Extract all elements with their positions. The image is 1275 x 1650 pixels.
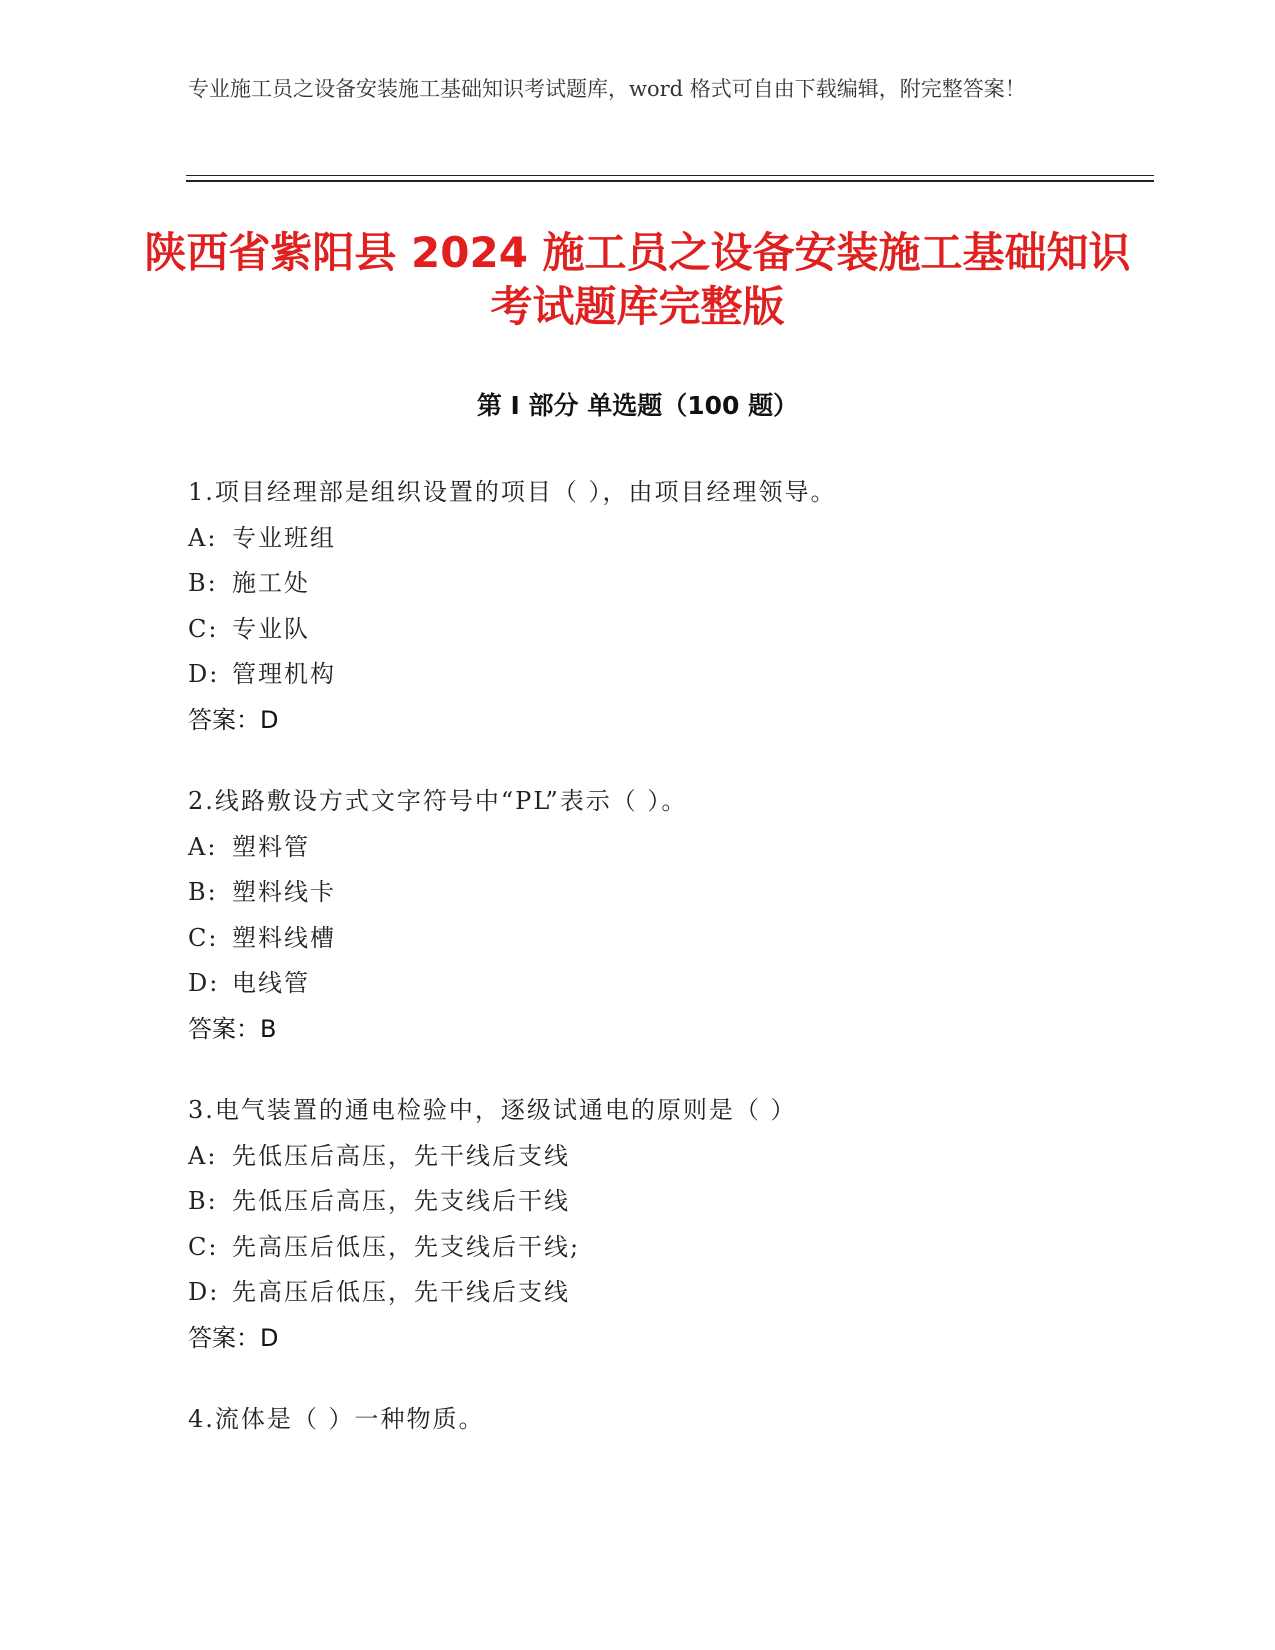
option-letter: B: xyxy=(188,1187,218,1215)
option-text: 先高压后低压，先干线后支线 xyxy=(232,1278,570,1306)
question-list xyxy=(188,470,1148,1479)
option-text: 先高压后低压，先支线后干线; xyxy=(232,1232,581,1261)
option-b xyxy=(188,561,1148,607)
option-letter: C: xyxy=(188,614,219,643)
option-text: 专业班组 xyxy=(232,523,336,552)
option-letter: C: xyxy=(188,923,219,952)
option-text: 管理机构 xyxy=(232,660,336,688)
option-letter: D: xyxy=(188,660,220,688)
option-c xyxy=(188,1225,1148,1271)
option-text: 先低压后高压，先干线后支线 xyxy=(232,1141,570,1170)
option-d xyxy=(188,652,1148,698)
option-c xyxy=(188,916,1148,962)
question-stem: 3.电气装置的通电检验中，逐级试通电的原则是（ ） xyxy=(188,1096,797,1124)
answer-line: 答案：B xyxy=(188,1014,277,1043)
option-text: 塑料线卡 xyxy=(232,878,336,906)
question-1 xyxy=(188,470,1148,743)
option-letter: B: xyxy=(188,569,218,597)
option-a xyxy=(188,1134,1148,1180)
option-text: 先低压后高压，先支线后干线 xyxy=(232,1187,570,1215)
document-title: 陕西省紫阳县 2024 施工员之设备安装施工基础知识考试题库完整版 xyxy=(144,228,1131,331)
question-stem: 4.流体是（ ）一种物质。 xyxy=(188,1405,485,1433)
header-rule-thin xyxy=(186,175,1154,176)
option-text: 施工处 xyxy=(232,569,310,597)
option-b xyxy=(188,870,1148,916)
question-3 xyxy=(188,1088,1148,1361)
option-letter: D: xyxy=(188,1278,220,1306)
option-d xyxy=(188,961,1148,1007)
header-note: 专业施工员之设备安装施工基础知识考试题库，word 格式可自由下载编辑，附完整答案！ xyxy=(188,77,1026,101)
header-rule-thick xyxy=(186,180,1154,182)
question-2 xyxy=(188,779,1148,1052)
option-a xyxy=(188,516,1148,562)
option-text: 塑料管 xyxy=(232,832,310,861)
answer-line: 答案：D xyxy=(188,1323,279,1352)
option-letter: B: xyxy=(188,878,218,906)
option-c xyxy=(188,607,1148,653)
option-letter: D: xyxy=(188,969,220,997)
option-b xyxy=(188,1179,1148,1225)
option-d xyxy=(188,1270,1148,1316)
answer-line: 答案：D xyxy=(188,705,279,734)
question-stem: 2.线路敷设方式文字符号中“PL”表示（ ）。 xyxy=(188,787,688,815)
option-text: 塑料线槽 xyxy=(232,923,336,952)
option-letter: A: xyxy=(188,832,218,861)
section-heading: 第 I 部分 单选题（100 题） xyxy=(476,391,799,420)
question-stem: 1.项目经理部是组织设置的项目（ ），由项目经理领导。 xyxy=(188,478,837,506)
option-text: 专业队 xyxy=(232,614,310,643)
option-letter: A: xyxy=(188,523,218,552)
question-4 xyxy=(188,1397,1148,1443)
option-letter: A: xyxy=(188,1141,218,1170)
option-a xyxy=(188,825,1148,871)
option-letter: C: xyxy=(188,1232,219,1261)
option-text: 电线管 xyxy=(232,969,310,997)
